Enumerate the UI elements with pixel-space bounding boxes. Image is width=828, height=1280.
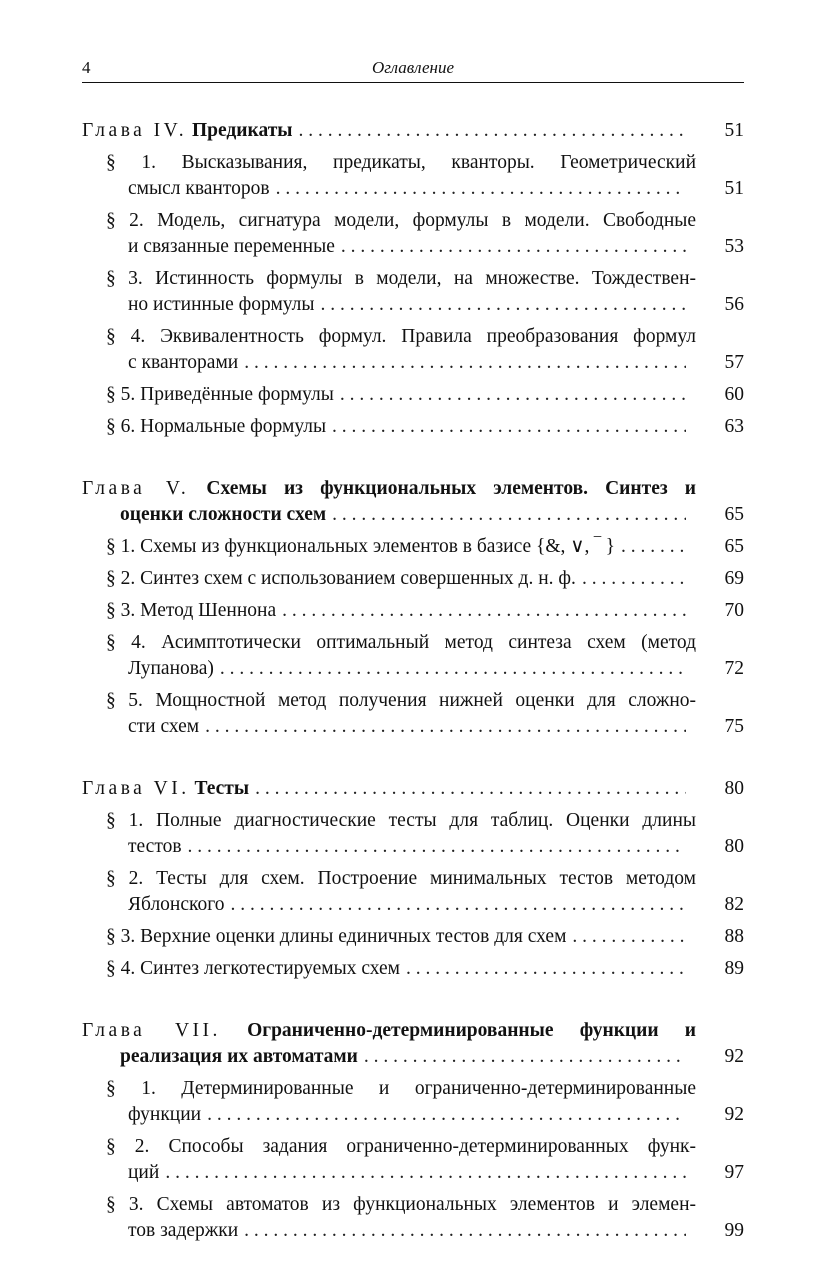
section-entry [82, 956, 744, 982]
leader-dots [282, 598, 686, 624]
section-title-line1: Синтез схем с использованием совершенных д. н. ф. [140, 568, 576, 589]
section-entry [82, 150, 744, 202]
section-title-line1: Истинность формулы в модели, на множестве. Тождествен- [155, 268, 697, 289]
section-entry [82, 414, 744, 440]
page-ref: 51 [724, 120, 744, 141]
section-entry [82, 598, 744, 624]
leader-dots [244, 1218, 686, 1244]
section-number: § 1. [106, 152, 157, 173]
page-ref: 56 [724, 294, 744, 315]
page-ref: 72 [724, 658, 744, 679]
section-number: § 5. [106, 690, 143, 711]
page-ref: 82 [724, 894, 744, 915]
page-ref: 92 [724, 1104, 744, 1125]
section-entry [82, 866, 744, 918]
section-number: § 1. [106, 810, 144, 831]
section-entry [82, 1076, 744, 1128]
chapter-title-line2: оценки сложности схем [120, 504, 327, 525]
section-title-line2: и связанные переменные [128, 236, 335, 257]
page-ref: 70 [724, 600, 744, 621]
leader-dots [255, 776, 686, 802]
leader-dots [207, 1102, 686, 1128]
section-number: § 3. [106, 600, 136, 621]
chapter-title-line1: Ограниченно-детерминированные функции и [247, 1020, 697, 1041]
leader-dots [621, 534, 686, 560]
leader-dots [244, 350, 686, 376]
leader-dots [220, 656, 686, 682]
leader-dots [364, 1044, 686, 1070]
section-title-line1: Схемы из функциональных элементов в базисе {&, ∨, ‾ } [140, 536, 616, 557]
section-number: § 2. [106, 1136, 150, 1157]
chapter-5 [82, 476, 744, 740]
leader-dots [205, 714, 686, 740]
chapter-entry [82, 118, 744, 144]
chapter-label: Глава VI. [82, 778, 190, 799]
section-title-line1: Эквивалентность формул. Правила преобразования формул [160, 326, 696, 347]
section-title-line1: Модель, сигнатура модели, формулы в модели. Свободные [157, 210, 697, 231]
section-entry [82, 324, 744, 376]
chapter-title-line2: реализация их автоматами [120, 1046, 358, 1067]
section-number: § 4. [106, 632, 146, 653]
section-number: § 2. [106, 210, 144, 231]
section-entry [82, 382, 744, 408]
section-title-line1: Способы задания ограниченно-детерминированных функ- [168, 1136, 696, 1157]
chapter-7 [82, 1018, 744, 1244]
leader-dots [188, 834, 686, 860]
section-number: § 3. [106, 268, 143, 289]
section-title-line2: с кванторами [128, 352, 239, 373]
page-ref: 92 [724, 1046, 744, 1067]
chapter-entry [82, 1018, 744, 1070]
section-entry [82, 688, 744, 740]
leader-dots [332, 502, 686, 528]
page-ref: 75 [724, 716, 744, 737]
section-entry [82, 1192, 744, 1244]
leader-dots [572, 924, 686, 950]
leader-dots [582, 566, 686, 592]
section-title-line2: смысл кванторов [128, 178, 270, 199]
leader-dots [341, 234, 686, 260]
chapter-title: Предикаты [192, 120, 293, 141]
leader-dots [406, 956, 686, 982]
page-ref: 60 [724, 384, 744, 405]
page-ref: 63 [724, 416, 744, 437]
page-header [82, 58, 744, 83]
section-title-line1: Приведённые формулы [140, 384, 334, 405]
section-title-line1: Тесты для схем. Построение минимальных тестов методом [156, 868, 696, 889]
page-ref: 97 [724, 1162, 744, 1183]
page-ref: 53 [724, 236, 744, 257]
running-title: Оглавление [371, 58, 455, 77]
page-ref: 69 [724, 568, 744, 589]
section-number: § 5. [106, 384, 136, 405]
leader-dots [165, 1160, 686, 1186]
chapter-title: Тесты [194, 778, 250, 799]
section-entry [82, 630, 744, 682]
section-title-line2: сти схем [128, 716, 200, 737]
section-number: § 1. [106, 536, 136, 557]
section-title-line1: Высказывания, предикаты, кванторы. Геометрический [181, 152, 697, 173]
chapter-entry [82, 476, 744, 528]
page-ref: 57 [724, 352, 744, 373]
section-title-line1: Мощностной метод получения нижней оценки для сложно- [155, 690, 696, 711]
chapter-label: Глава VII. [82, 1020, 221, 1041]
page-ref: 88 [724, 926, 744, 947]
section-number: § 2. [106, 568, 136, 589]
section-number: § 6. [106, 416, 136, 437]
page-ref: 89 [724, 958, 744, 979]
chapter-label: Глава V. [82, 478, 190, 499]
section-title-line2: тов задержки [128, 1220, 239, 1241]
section-entry [82, 534, 744, 560]
section-entry [82, 566, 744, 592]
leader-dots [340, 382, 686, 408]
section-title-line2: Яблонского [128, 894, 225, 915]
section-entry [82, 266, 744, 318]
section-title-line1: Детерминированные и ограниченно-детерминированные [181, 1078, 697, 1099]
leader-dots [332, 414, 686, 440]
page-ref: 65 [724, 504, 744, 525]
section-title-line1: Синтез легкотестируемых схем [140, 958, 400, 979]
section-title-line1: Полные диагностические тесты для таблиц. Оценки длины [156, 810, 696, 831]
table-of-contents [82, 118, 744, 1280]
leader-dots [299, 118, 687, 144]
leader-dots [276, 176, 686, 202]
section-number: § 4. [106, 958, 136, 979]
page-ref: 99 [724, 1220, 744, 1241]
chapter-6 [82, 776, 744, 982]
leader-dots [231, 892, 686, 918]
section-entry [82, 1134, 744, 1186]
section-title-line2: тестов [128, 836, 182, 857]
section-number: § 3. [106, 1194, 144, 1215]
section-title-line2: но истинные формулы [128, 294, 315, 315]
leader-dots [321, 292, 686, 318]
page-ref: 65 [724, 536, 744, 557]
section-title-line1: Метод Шеннона [140, 600, 277, 621]
section-title-line1: Верхние оценки длины единичных тестов для схем [140, 926, 567, 947]
section-number: § 1. [106, 1078, 156, 1099]
section-number: § 2. [106, 868, 144, 889]
section-entry [82, 208, 744, 260]
section-number: § 4. [106, 326, 146, 347]
section-title-line1: Асимптотически оптимальный метод синтеза схем (метод [161, 632, 697, 653]
page-ref: 51 [724, 178, 744, 199]
chapter-title-line1: Схемы из функциональных элементов. Синтез и [206, 478, 697, 499]
page-ref: 80 [724, 836, 744, 857]
chapter-label: Глава IV. [82, 120, 188, 141]
page-ref: 80 [724, 778, 744, 799]
section-title-line1: Схемы автоматов из функциональных элементов и элемен- [156, 1194, 697, 1215]
section-title-line2: ций [128, 1162, 160, 1183]
chapter-entry [82, 776, 744, 802]
section-title-line2: Лупанова) [128, 658, 214, 679]
section-title-line2: функции [128, 1104, 202, 1125]
section-entry [82, 808, 744, 860]
page-number: 4 [82, 58, 91, 77]
chapter-4 [82, 118, 744, 440]
section-number: § 3. [106, 926, 136, 947]
section-title-line1: Нормальные формулы [140, 416, 327, 437]
section-entry [82, 924, 744, 950]
